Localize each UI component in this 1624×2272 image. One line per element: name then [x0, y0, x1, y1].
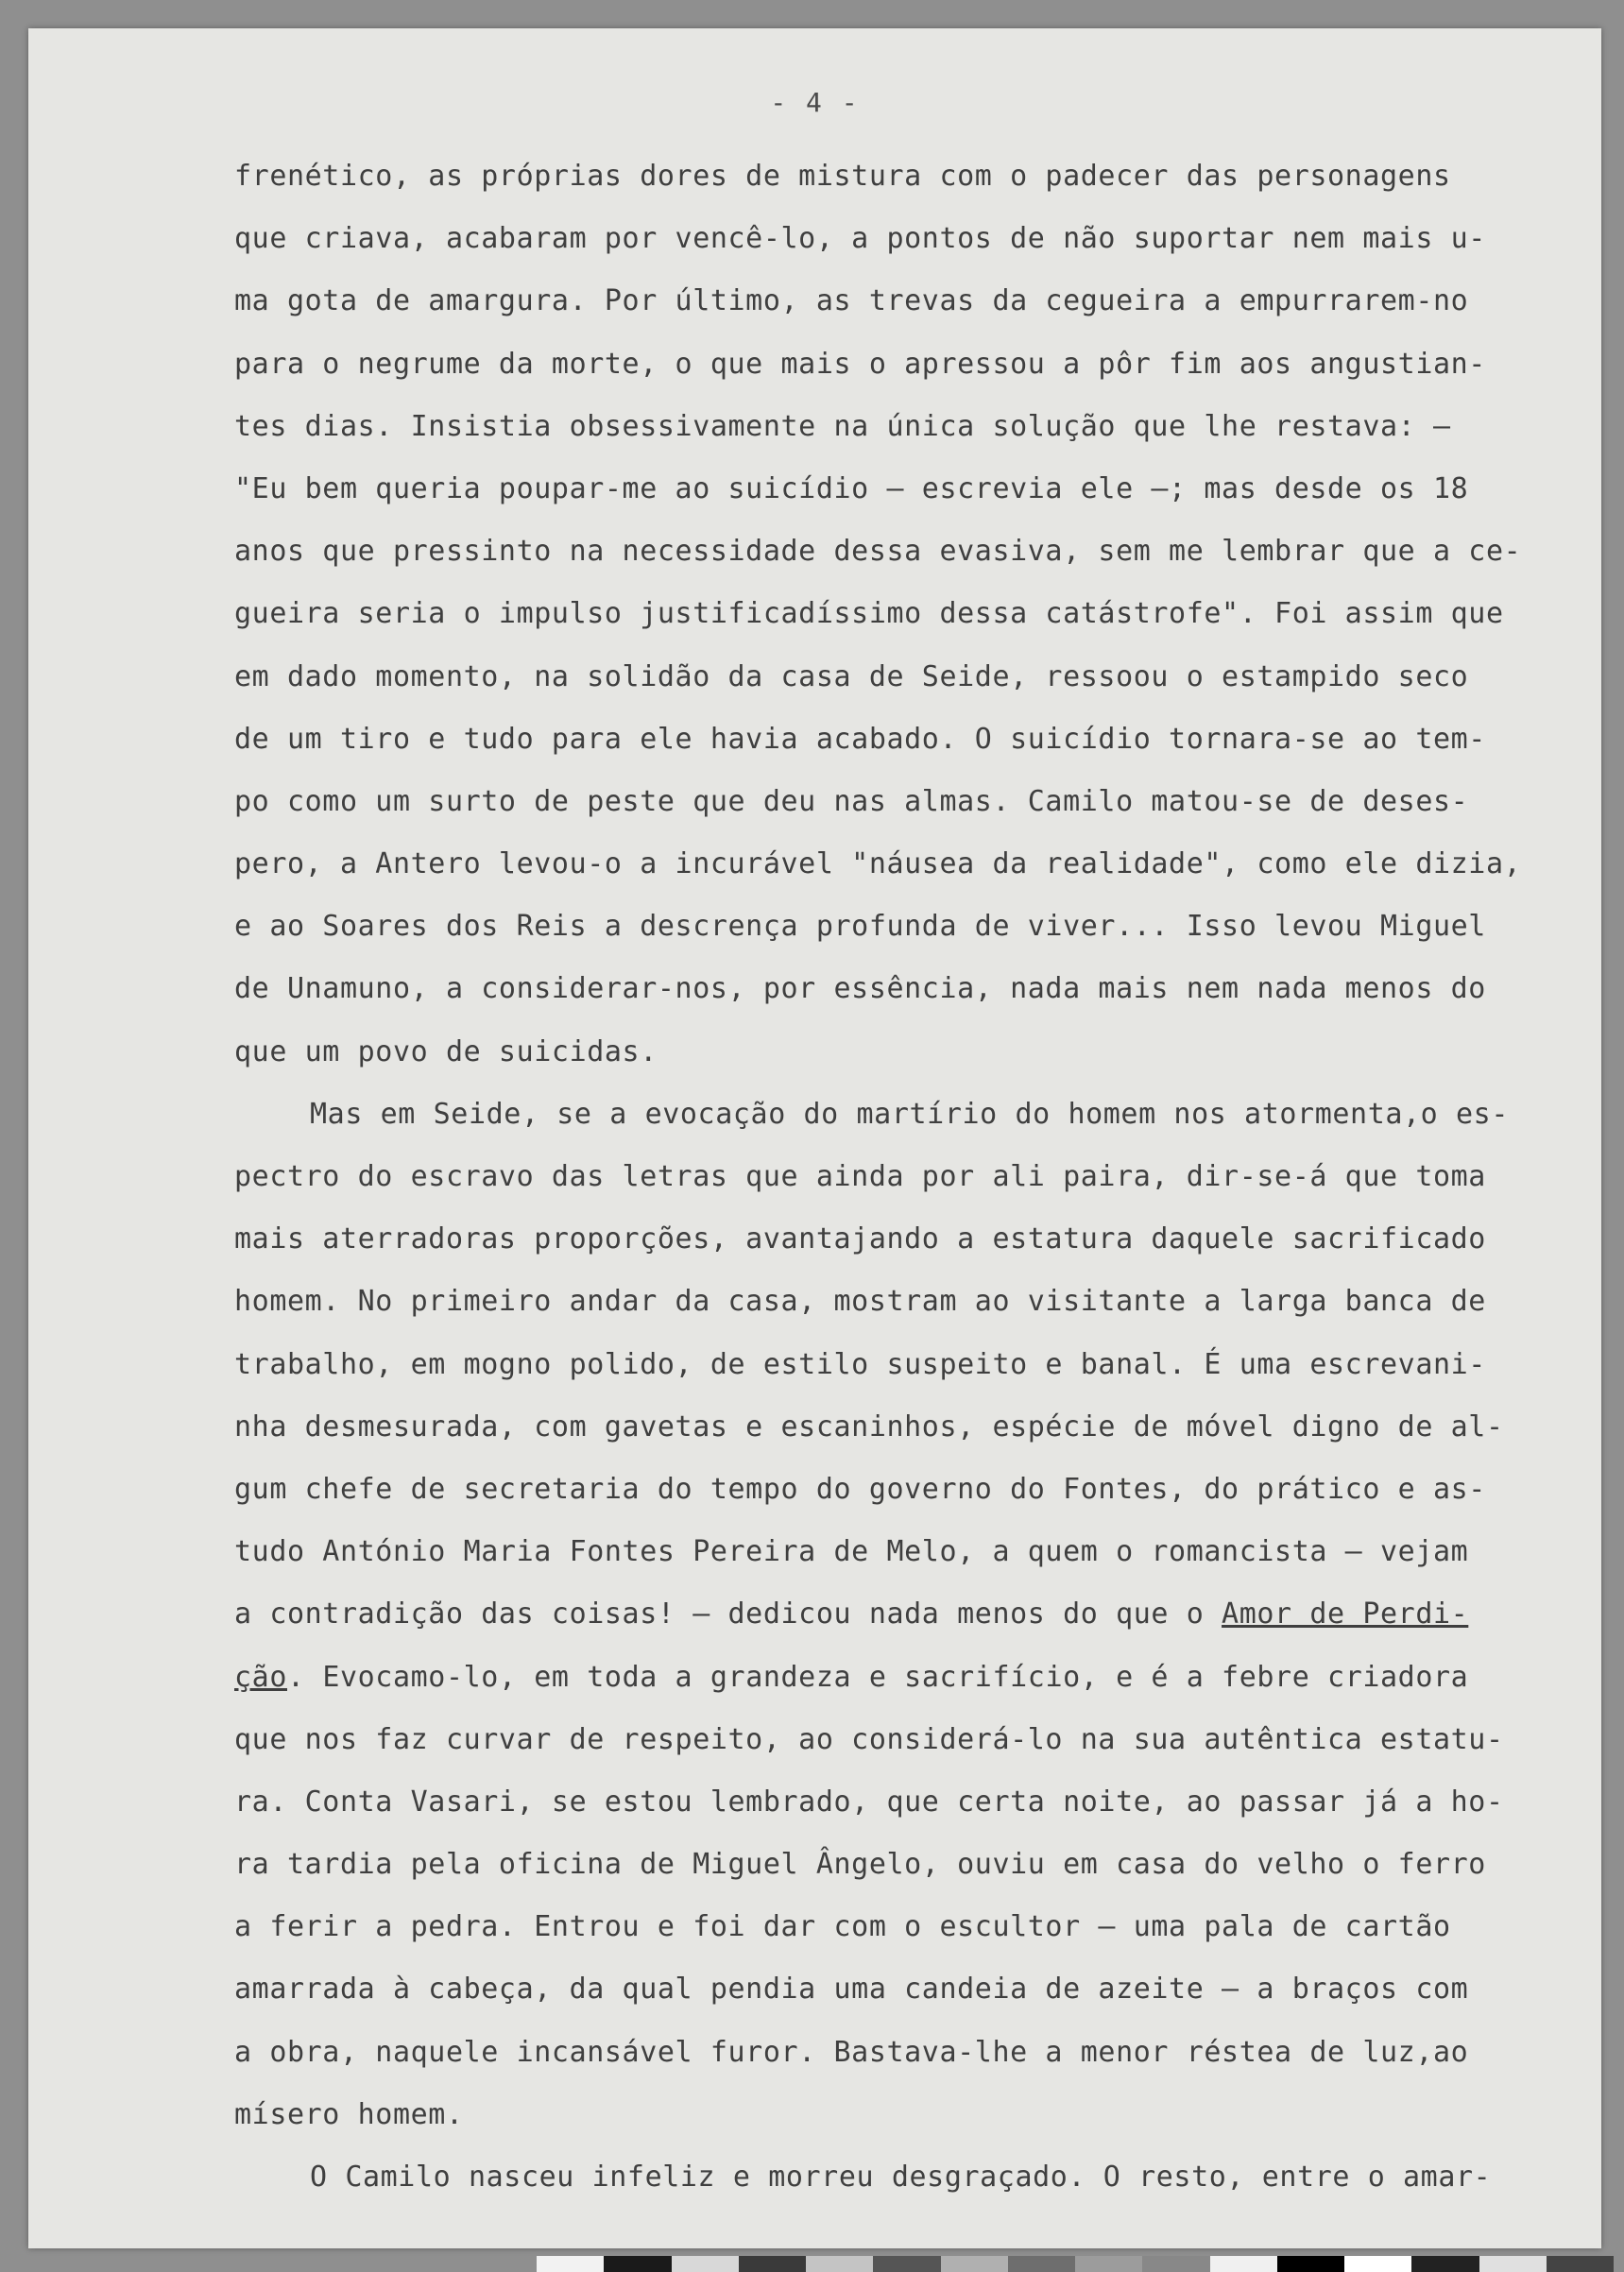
text-line: a contradição das coisas! — dedicou nada menos do que o Amor de Perdi-	[234, 1597, 1469, 1631]
text-line: homem. No primeiro andar da casa, mostram ao visitante a larga banca de	[234, 1285, 1486, 1319]
scale-bar-segment	[1479, 2256, 1547, 2272]
text-line: pero, a Antero levou-o a incurável "náusea da realidade", como ele dizia,	[234, 847, 1522, 881]
text-line: ra tardia pela oficina de Miguel Ângelo, ouviu em casa do velho o ferro	[234, 1848, 1486, 1882]
scale-bar-segment	[1075, 2256, 1142, 2272]
text-line: Mas em Seide, se a evocação do martírio do homem nos atormenta,o es-	[310, 1097, 1509, 1131]
book-title: ção	[234, 1660, 287, 1694]
page-number: - 4 -	[770, 87, 860, 118]
text-line: de Unamuno, a considerar-nos, por essência, nada mais nem nada menos do	[234, 972, 1486, 1006]
text-line: ma gota de amargura. Por último, as trevas da cegueira a empurrarem-no	[234, 284, 1469, 318]
color-scale-bar	[537, 2256, 1614, 2272]
text-line: e ao Soares dos Reis a descrença profunda de viver... Isso levou Miguel	[234, 910, 1486, 944]
scale-bar-segment	[806, 2256, 873, 2272]
scale-bar-segment	[873, 2256, 940, 2272]
scale-bar-segment	[1411, 2256, 1479, 2272]
text-line: que um povo de suicidas.	[234, 1034, 658, 1068]
scale-bar-segment	[1547, 2256, 1614, 2272]
text-line: a obra, naquele incansável furor. Bastava-lhe a menor réstea de luz,ao	[234, 2035, 1469, 2069]
text-line: pectro do escravo das letras que ainda por ali paira, dir-se-á que toma	[234, 1160, 1486, 1193]
text-line: po como um surto de peste que deu nas almas. Camilo matou-se de deses-	[234, 784, 1469, 818]
scale-bar-segment	[941, 2256, 1008, 2272]
text-line: a ferir a pedra. Entrou e foi dar com o escultor — uma pala de cartão	[234, 1910, 1451, 1944]
text-line: ra. Conta Vasari, se estou lembrado, que certa noite, ao passar já a ho-	[234, 1785, 1504, 1819]
text-line: que criava, acabaram por vencê-lo, a pontos de não suportar nem mais u-	[234, 222, 1486, 256]
text-line: tudo António Maria Fontes Pereira de Melo, a quem o romancista — vejam	[234, 1535, 1469, 1569]
scale-bar-segment	[1142, 2256, 1209, 2272]
scale-bar-segment	[604, 2256, 671, 2272]
text-line: O Camilo nasceu infeliz e morreu desgraçado. O resto, entre o amar-	[310, 2161, 1492, 2194]
text-line: ção. Evocamo-lo, em toda a grandeza e sacrifício, e é a febre criadora	[234, 1660, 1469, 1694]
text-line: gueira seria o impulso justificadíssimo dessa catástrofe". Foi assim que	[234, 597, 1504, 631]
text-line: de um tiro e tudo para ele havia acabado. O suicídio tornara-se ao tem-	[234, 722, 1486, 756]
text-line: nha desmesurada, com gavetas e escaninhos, espécie de móvel digno de al-	[234, 1409, 1504, 1443]
text-line: "Eu bem queria poupar-me ao suicídio — escrevia ele —; mas desde os 18	[234, 471, 1469, 505]
body-text	[234, 145, 1614, 2209]
scale-bar-segment	[672, 2256, 739, 2272]
text-line: amarrada à cabeça, da qual pendia uma candeia de azeite — a braços com	[234, 1973, 1469, 2007]
text-line: gum chefe de secretaria do tempo do governo do Fontes, do prático e as-	[234, 1472, 1486, 1506]
scale-bar-segment	[537, 2256, 604, 2272]
text-line: para o negrume da morte, o que mais o apressou a pôr fim aos angustian-	[234, 347, 1486, 381]
text-line: mais aterradoras proporções, avantajando a estatura daquele sacrificado	[234, 1222, 1486, 1256]
book-title: Amor de Perdi-	[1222, 1597, 1469, 1631]
text-line: frenético, as próprias dores de mistura com o padecer das personagens	[234, 160, 1451, 193]
typewritten-page	[28, 28, 1601, 2248]
text-line: mísero homem.	[234, 2097, 464, 2131]
scale-bar-segment	[1344, 2256, 1411, 2272]
scale-bar-segment	[1277, 2256, 1344, 2272]
text-line: que nos faz curvar de respeito, ao considerá-lo na sua autêntica estatu-	[234, 1722, 1504, 1756]
text-line: anos que pressinto na necessidade dessa evasiva, sem me lembrar que a ce-	[234, 535, 1522, 569]
scale-bar-segment	[739, 2256, 806, 2272]
text-line: em dado momento, na solidão da casa de Seide, ressoou o estampido seco	[234, 659, 1469, 693]
scale-bar-segment	[1008, 2256, 1075, 2272]
text-line: tes dias. Insistia obsessivamente na única solução que lhe restava: —	[234, 409, 1451, 443]
text-line: trabalho, em mogno polido, de estilo suspeito e banal. É uma escrevani-	[234, 1347, 1486, 1381]
scale-bar-segment	[1210, 2256, 1277, 2272]
